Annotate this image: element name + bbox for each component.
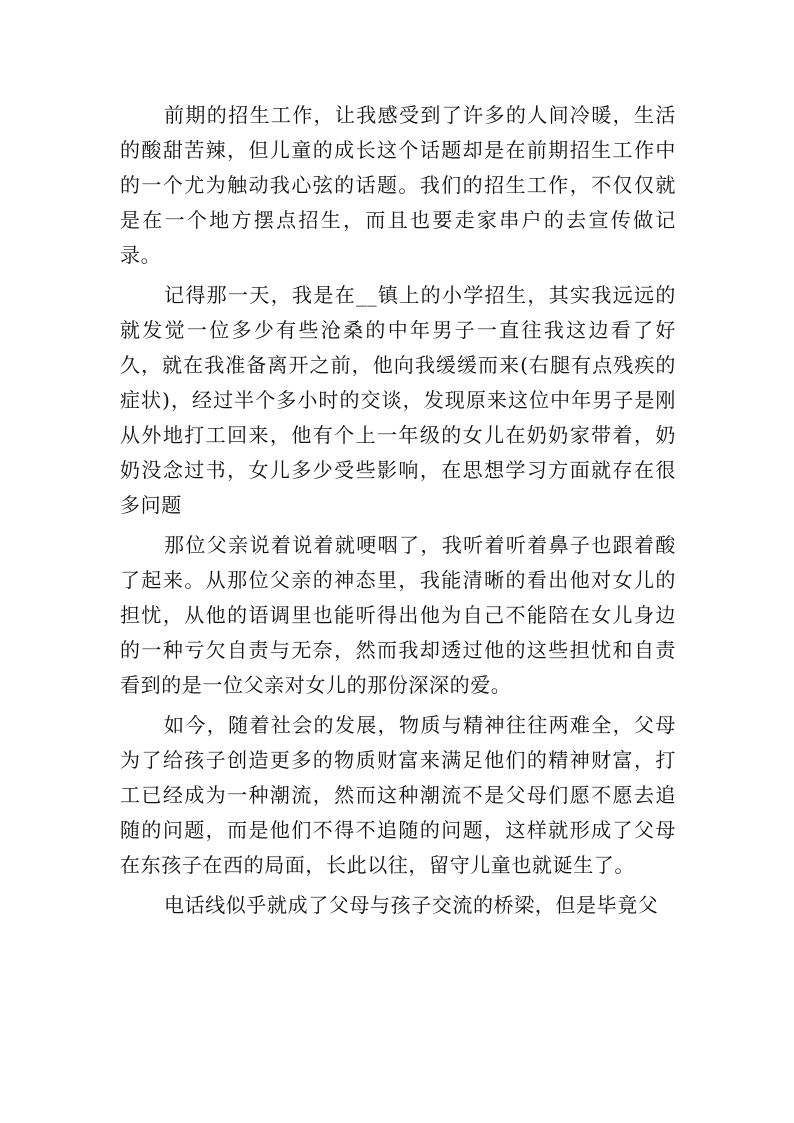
paragraph-1: 前期的招生工作，让我感受到了许多的人间冷暖，生活的酸甜苦辣，但儿童的成长这个话题却是在前期招生工作中的一个尤为触动我心弦的话题。我们的招生工作，不仅仅就是在一个地方摆点招生，而且也要走家串户的去宣传做记录。	[120, 103, 676, 267]
paragraph-4: 如今，随着社会的发展，物质与精神往往两难全，父母为了给孩子创造更多的物质财富来满足他们的精神财富，打工已经成为一种潮流，然而这种潮流不是父母们愿不愿去追随的问题，而是他们不得不追随的问题，这样就形成了父母在东孩子在西的局面，长此以往，留守儿童也就诞生了。	[120, 713, 676, 877]
document-body	[120, 98, 676, 928]
paragraph-3: 那位父亲说着说着就哽咽了，我听着听着鼻子也跟着酸了起来。从那位父亲的神态里，我能清晰的看出他对女儿的担忧，从他的语调里也能听得出他为自己不能陪在女儿身边的一种亏欠自责与无奈，然而我却透过他的这些担忧和自责看到的是一位父亲对女儿的那份深深的爱。	[120, 533, 676, 697]
paragraph-5: 电话线似乎就成了父母与孩子交流的桥梁，但是毕竟父	[164, 893, 659, 917]
paragraph-2: 记得那一天，我是在__镇上的小学招生，其实我远远的就发觉一位多少有些沧桑的中年男子一直往我这边看了好久，就在我准备离开之前，他向我缓缓而来(右腿有点残疾的症状)，经过半个多小时的交谈，发现原来这位中年男子是刚从外地打工回来，他有个上一年级的女儿在奶奶家带着，奶奶没念过书，女儿多少受些影响，在思想学习方面就存在很多问题	[120, 283, 676, 517]
